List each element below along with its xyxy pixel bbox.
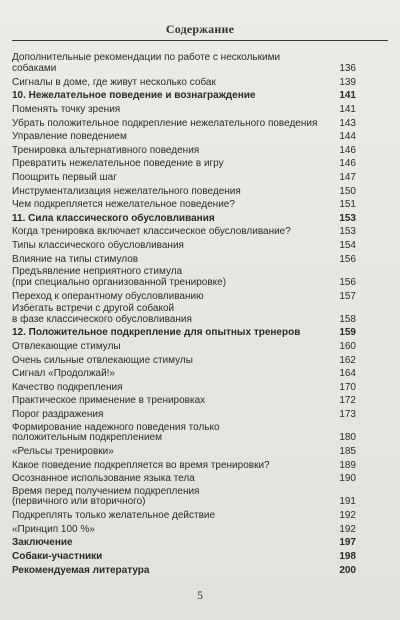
toc-entry-page: 172 xyxy=(339,395,356,407)
toc-entry-title: Рекомендуемая литература xyxy=(12,564,150,576)
toc-entry xyxy=(12,341,356,352)
toc-entry-page: 189 xyxy=(339,459,356,471)
toc-entry-title: Подкреплять только желательное действие xyxy=(12,510,216,522)
toc-entry-title: Влияние на типы стимулов xyxy=(12,253,139,265)
toc-entry xyxy=(12,473,356,484)
toc-entry xyxy=(12,104,356,115)
toc-entry-page: 192 xyxy=(339,510,356,522)
toc-entry-title: Убрать положительное подкрепление нежелательного поведения xyxy=(12,117,318,129)
toc-chapter-entry xyxy=(12,565,356,576)
toc-entry-page: 156 xyxy=(339,253,356,265)
toc-entry-page: 192 xyxy=(339,523,356,535)
toc-entry-title: Тренировка альтернативного поведения xyxy=(12,144,200,156)
toc-entry-title: Порог раздражения xyxy=(12,409,104,421)
toc-entry xyxy=(12,52,356,74)
toc-entry-title: Превратить нежелательное поведение в игру xyxy=(12,158,224,170)
toc-entry-page: 162 xyxy=(339,354,356,366)
toc-entry-page: 164 xyxy=(339,368,356,380)
toc-entry-page: 153 xyxy=(339,226,356,238)
toc-entry xyxy=(12,487,356,508)
page-header-title: Содержание xyxy=(165,22,235,36)
toc-entry xyxy=(12,510,356,521)
toc-entry xyxy=(12,77,356,88)
toc-entry-page: 170 xyxy=(339,381,356,393)
toc-entry-title: Поменять точку зрения xyxy=(12,103,121,115)
toc-entry-page: 151 xyxy=(339,199,356,211)
toc-entry-title: Предъявление неприятного стимула (при специально организованной тренировке) xyxy=(12,266,227,288)
toc-chapter-entry xyxy=(12,537,356,548)
toc-entry xyxy=(12,131,356,142)
toc-entry xyxy=(12,409,356,420)
toc-entry-title: Инструментализация нежелательного поведения xyxy=(12,185,241,197)
toc-entry-title: Формирование надежного поведения только положительным подкреплением xyxy=(12,421,220,444)
toc-entry-page: 146 xyxy=(339,144,356,156)
toc-entry xyxy=(12,172,356,183)
toc-entry-page: 200 xyxy=(339,564,356,576)
toc-entry-title: Осознанное использование языка тела xyxy=(12,473,195,485)
toc-entry-page: 141 xyxy=(339,90,356,102)
toc-entry xyxy=(12,118,356,129)
toc-entry-page: 198 xyxy=(339,550,356,562)
toc-chapter-entry xyxy=(12,551,356,562)
toc-entry-page: 173 xyxy=(339,409,356,421)
toc-entry xyxy=(12,460,356,471)
toc-entry-page: 180 xyxy=(339,432,356,444)
toc-chapter-entry xyxy=(12,213,356,224)
toc-entry-page: 190 xyxy=(339,473,356,485)
toc-entry xyxy=(12,355,356,366)
toc-entry-title: Дополнительные рекомендации по работе с несколькими собаками xyxy=(12,52,281,75)
toc-entry-page: 153 xyxy=(339,212,356,224)
header-divider xyxy=(12,40,388,41)
toc-entry-title: Какое поведение подкрепляется во время тренировки? xyxy=(12,459,270,471)
toc-entry-title: Собаки-участники xyxy=(12,550,103,562)
toc-entry-page: 147 xyxy=(339,171,356,183)
toc-entry xyxy=(12,226,356,237)
toc-entry-title: Время перед получением подкрепления (первичного или вторичного) xyxy=(12,485,200,508)
toc-entry xyxy=(12,186,356,197)
toc-entry xyxy=(12,254,356,265)
toc-chapter-entry xyxy=(12,327,356,338)
toc-entry-page: 141 xyxy=(339,103,356,115)
toc-entry-page: 185 xyxy=(339,446,356,458)
toc-entry-page: 160 xyxy=(339,341,356,353)
toc-entry xyxy=(12,158,356,169)
toc-entry-page: 143 xyxy=(339,117,356,129)
toc-entry-title: Переход к оперантному обусловливанию xyxy=(12,290,204,302)
toc-entry xyxy=(12,145,356,156)
toc-entry-title: Очень сильные отвлекающие стимулы xyxy=(12,354,193,366)
toc-entry-page: 144 xyxy=(339,131,356,143)
toc-entry-title: «Рельсы тренировки» xyxy=(12,446,114,458)
toc-entry-page: 154 xyxy=(339,239,356,251)
toc-entry-title: «Принцип 100 %» xyxy=(12,523,95,535)
toc-entry-title: 12. Положительное подкрепление для опытных тренеров xyxy=(12,327,301,339)
toc-entry-title: Заключение xyxy=(12,537,73,549)
page-number: 5 xyxy=(197,588,203,602)
toc-entry-title: Практическое применение в тренировках xyxy=(12,395,206,407)
toc-entry-title: 10. Нежелательное поведение и вознаграждение xyxy=(12,90,256,102)
toc-entry-title: Качество подкрепления xyxy=(12,381,123,393)
toc-entry-page: 197 xyxy=(339,537,356,549)
toc-entry-page: 146 xyxy=(339,158,356,170)
toc-entry-page: 139 xyxy=(339,76,356,88)
toc-entry-page: 158 xyxy=(339,313,356,325)
toc-entry-title: Поощрить первый шаг xyxy=(12,171,117,183)
toc-entry-page: 159 xyxy=(339,327,356,339)
toc-entry xyxy=(12,267,356,288)
toc-entry xyxy=(12,304,356,325)
toc-entry xyxy=(12,446,356,457)
toc-entry-title: Отвлекающие стимулы xyxy=(12,341,121,353)
toc-chapter-entry xyxy=(12,90,356,101)
toc-entry-title: Сигнал «Продолжай!» xyxy=(12,368,115,380)
toc-entry-title: Сигналы в доме, где живут несколько собак xyxy=(12,76,216,88)
toc-entry-page: 191 xyxy=(339,496,356,508)
toc-entry xyxy=(12,423,356,444)
toc-entry-title: Управление поведением xyxy=(12,131,127,143)
toc-entry-page: 150 xyxy=(339,185,356,197)
toc-entry-title: Избегать встречи с другой собакой в фазе классического обусловливания xyxy=(12,303,192,325)
toc-entry-title: 11. Сила классического обусловливания xyxy=(12,212,215,224)
table-of-contents xyxy=(12,52,356,578)
toc-entry xyxy=(12,199,356,210)
toc-entry xyxy=(12,368,356,379)
toc-entry-title: Чем подкрепляется нежелательное поведение? xyxy=(12,199,235,211)
toc-entry-page: 157 xyxy=(339,290,356,302)
toc-entry xyxy=(12,240,356,251)
toc-entry-page: 136 xyxy=(339,63,356,75)
toc-entry xyxy=(12,291,356,302)
toc-entry-page: 156 xyxy=(339,276,356,288)
toc-entry-title: Когда тренировка включает классическое обусловливание? xyxy=(12,226,291,238)
toc-entry xyxy=(12,395,356,406)
toc-entry xyxy=(12,524,356,535)
toc-entry-title: Типы классического обусловливания xyxy=(12,239,184,251)
toc-entry xyxy=(12,382,356,393)
